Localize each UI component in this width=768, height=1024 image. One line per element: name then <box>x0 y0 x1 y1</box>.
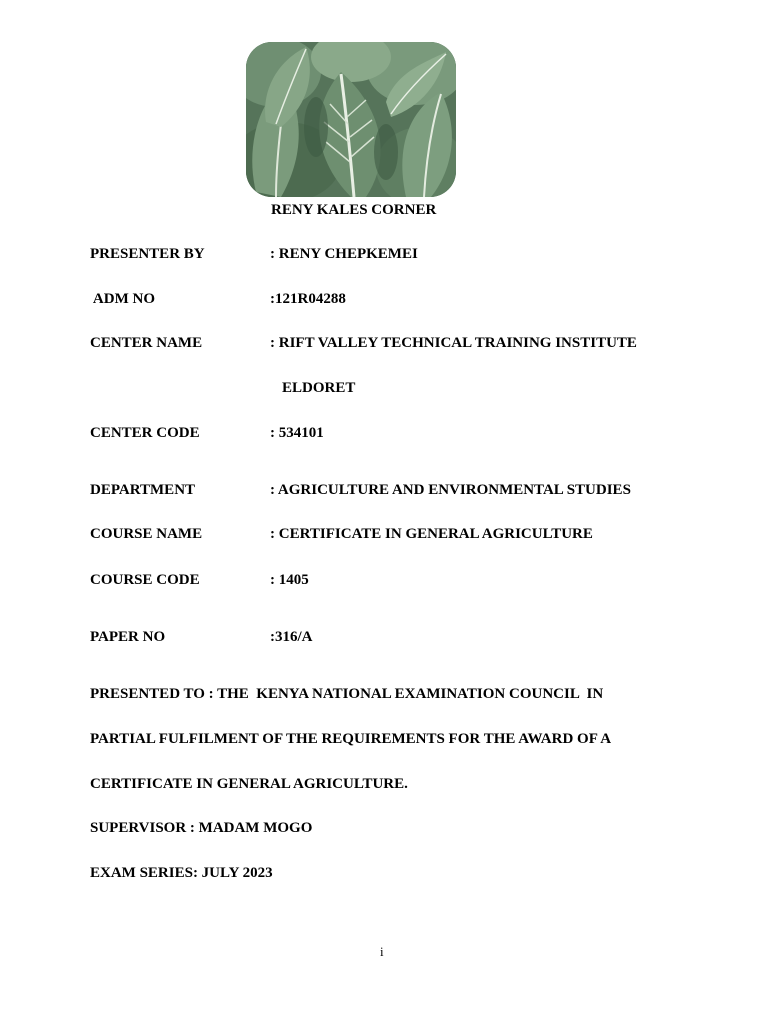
course-code-label: COURSE CODE <box>90 572 200 588</box>
kale-plant-image <box>246 42 456 197</box>
center-name-label: CENTER NAME <box>90 335 203 351</box>
presenter-value: : RENY CHEPKEMEI <box>270 246 418 262</box>
department-value: : AGRICULTURE AND ENVIRONMENTAL STUDIES <box>270 482 631 498</box>
exam-series-line: EXAM SERIES: JULY 2023 <box>90 865 273 881</box>
award-line: CERTIFICATE IN GENERAL AGRICULTURE. <box>90 776 408 792</box>
supervisor-line: SUPERVISOR : MADAM MOGO <box>90 820 313 836</box>
page-number: i <box>380 944 384 959</box>
fulfilment-line: PARTIAL FULFILMENT OF THE REQUIREMENTS FOR THE AWARD OF A <box>90 731 612 747</box>
presenter-label: PRESENTER BY <box>90 246 205 262</box>
adm-no-value: :121R04288 <box>270 291 346 307</box>
course-code-value: : 1405 <box>270 572 309 588</box>
adm-no-label: ADM NO <box>90 291 155 307</box>
center-code-label: CENTER CODE <box>90 425 200 441</box>
center-code-value: : 534101 <box>270 425 324 441</box>
course-name-value: : CERTIFICATE IN GENERAL AGRICULTURE <box>270 526 593 542</box>
paper-no-label: PAPER NO <box>90 629 166 645</box>
document-title: RENY KALES CORNER <box>271 202 437 218</box>
center-name-continuation: ELDORET <box>282 380 356 396</box>
paper-no-value: :316/A <box>270 629 313 645</box>
presented-to-line: PRESENTED TO : THE KENYA NATIONAL EXAMINATION COUNCIL IN <box>90 686 604 702</box>
department-label: DEPARTMENT <box>90 482 196 498</box>
center-name-value: : RIFT VALLEY TECHNICAL TRAINING INSTITUTE <box>270 335 637 351</box>
course-name-label: COURSE NAME <box>90 526 203 542</box>
